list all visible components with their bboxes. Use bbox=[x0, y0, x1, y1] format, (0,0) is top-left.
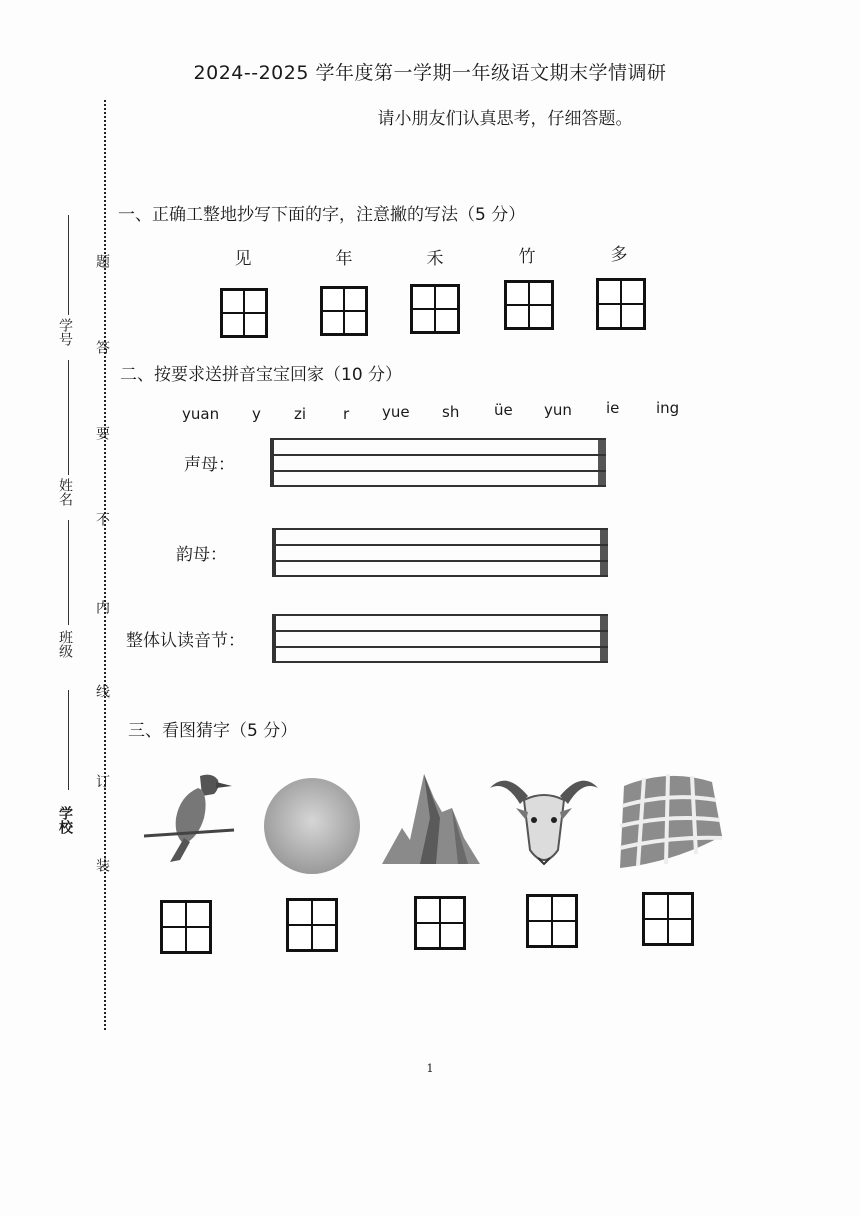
pinyin-syllable: ie bbox=[606, 399, 620, 417]
field-icon bbox=[614, 766, 724, 872]
writing-grid[interactable] bbox=[320, 286, 368, 336]
class-label: 班级 bbox=[57, 630, 73, 658]
student-id-blank[interactable] bbox=[68, 215, 69, 315]
pinyin-syllable: yun bbox=[544, 401, 572, 419]
page-title: 2024--2025 学年度第一学期一年级语文期末学情调研 bbox=[193, 62, 667, 84]
copy-char: 见 bbox=[234, 249, 252, 269]
goat-icon bbox=[488, 770, 600, 874]
school-blank[interactable] bbox=[68, 690, 69, 790]
pinyin-syllable: üe bbox=[494, 401, 513, 419]
mountain-icon bbox=[380, 768, 484, 868]
pinyin-line-finals[interactable] bbox=[272, 528, 608, 576]
copy-char: 多 bbox=[610, 245, 628, 265]
name-blank[interactable] bbox=[68, 360, 69, 475]
binding-note-char: 要 bbox=[94, 426, 110, 440]
binding-note-char: 装 bbox=[94, 858, 110, 872]
copy-char: 竹 bbox=[518, 247, 536, 267]
binding-note-char: 内 bbox=[94, 600, 110, 614]
pinyin-syllable: r bbox=[343, 405, 350, 423]
section2-title: 二、按要求送拼音宝宝回家（10 分） bbox=[120, 365, 403, 385]
binding-note-char: 订 bbox=[94, 774, 110, 788]
pinyin-line-initials[interactable] bbox=[270, 438, 606, 486]
pinyin-syllable: y bbox=[252, 405, 261, 423]
writing-grid[interactable] bbox=[504, 280, 554, 330]
sun-icon bbox=[262, 776, 366, 880]
answer-grid[interactable] bbox=[414, 896, 466, 950]
binding-note-char: 不 bbox=[94, 512, 110, 526]
pinyin-syllable: sh bbox=[442, 403, 460, 421]
writing-grid[interactable] bbox=[596, 278, 646, 330]
copy-char: 禾 bbox=[426, 249, 444, 269]
class-blank[interactable] bbox=[68, 520, 69, 625]
writing-grid[interactable] bbox=[410, 284, 460, 334]
school-label: 学校 bbox=[57, 806, 73, 834]
answer-grid[interactable] bbox=[160, 900, 212, 954]
finals-label: 韵母： bbox=[176, 545, 227, 565]
section3-title: 三、看图猜字（5 分） bbox=[128, 721, 298, 741]
pinyin-syllable: zi bbox=[294, 405, 307, 423]
name-label: 姓名 bbox=[57, 478, 73, 506]
student-id-label: 学号 bbox=[57, 318, 73, 346]
page-subtitle: 请小朋友们认真思考，仔细答题。 bbox=[377, 109, 633, 129]
writing-grid[interactable] bbox=[220, 288, 268, 338]
answer-grid[interactable] bbox=[526, 894, 578, 948]
initials-label: 声母： bbox=[184, 455, 235, 475]
pinyin-syllable: ing bbox=[656, 399, 680, 417]
pinyin-syllable: yuan bbox=[182, 405, 220, 423]
whole-syllables-label: 整体认读音节： bbox=[126, 631, 245, 651]
section1-title: 一、正确工整地抄写下面的字，注意撇的写法（5 分） bbox=[118, 205, 526, 225]
answer-grid[interactable] bbox=[286, 898, 338, 952]
bird-icon bbox=[140, 766, 240, 870]
copy-char: 年 bbox=[335, 249, 353, 269]
pinyin-syllable: yue bbox=[382, 403, 410, 421]
binding-note-char: 题 bbox=[94, 254, 110, 268]
page-number: 1 bbox=[426, 1062, 434, 1075]
binding-note-char: 答 bbox=[94, 340, 110, 354]
pinyin-line-whole-syllables[interactable] bbox=[272, 614, 608, 662]
binding-dotted-line bbox=[104, 100, 106, 1030]
binding-note-char: 线 bbox=[94, 684, 110, 698]
answer-grid[interactable] bbox=[642, 892, 694, 946]
